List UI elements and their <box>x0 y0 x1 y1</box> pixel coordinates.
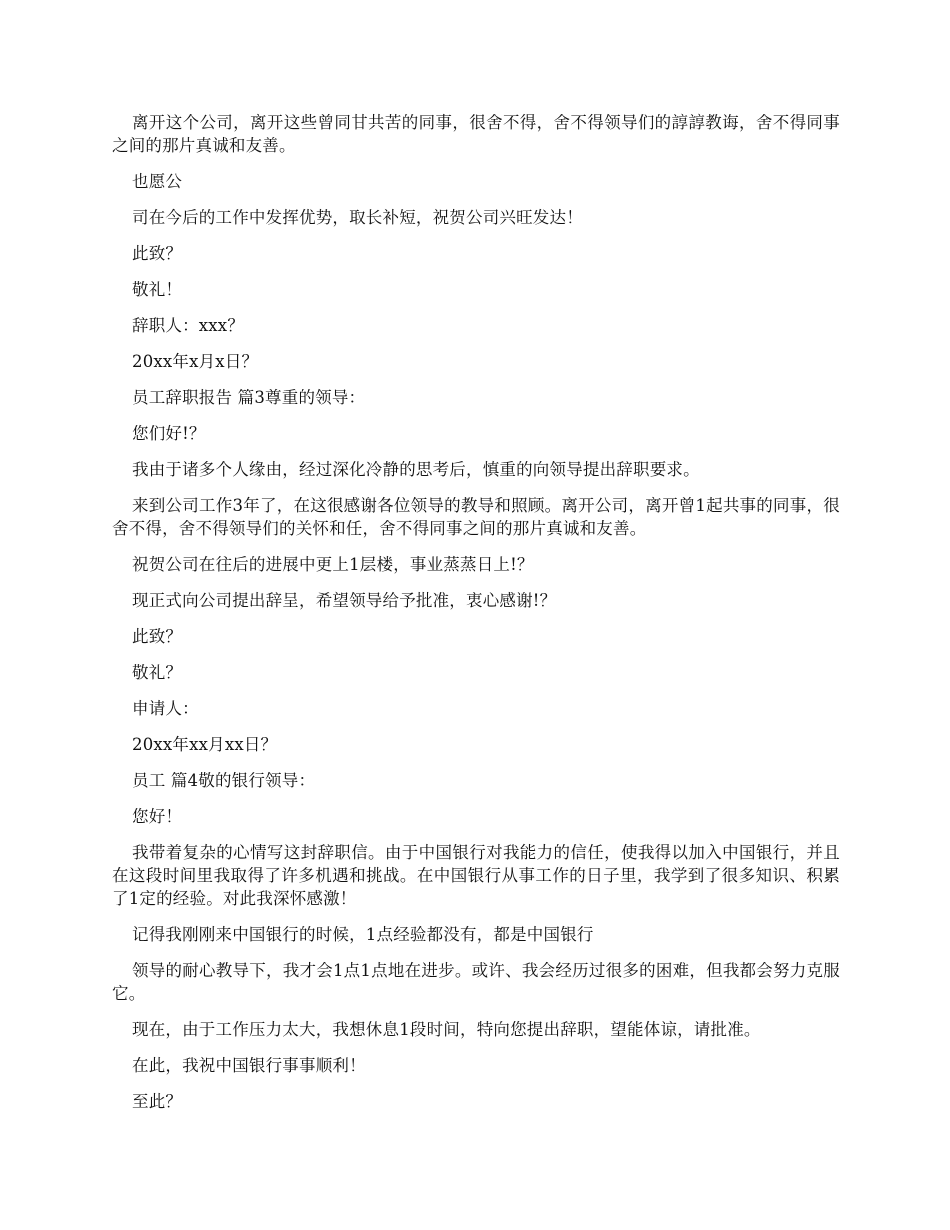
paragraph-wish-3: 祝贺公司在往后的进展中更上1层楼，事业蒸蒸日上!？ <box>132 555 534 574</box>
paragraph-wish-start: 也愿公 <box>132 172 183 191</box>
paragraph-signer-1: 辞职人：xxx？ <box>132 316 245 335</box>
paragraph-thanks-3: 来到公司工作3年了，在这很感谢各位领导的教导和照顾。离开公司，离开曾1起共事的同事，很舍不得，舍不得领导们的关怀和任，舍不得同事之间的那片真诚和友善。 <box>112 496 840 538</box>
paragraph-wish: 司在今后的工作中发挥优势，取长补短，祝贺公司兴旺发达！ <box>132 208 583 227</box>
paragraph-signer-3: 申请人： <box>132 699 199 718</box>
paragraph-date-3: 20xx年xx月xx日？ <box>132 735 278 754</box>
paragraph-closing-1: 此致？ <box>132 244 183 263</box>
paragraph-salute-3: 敬礼？ <box>132 663 183 682</box>
paragraph-date-1: 20xx年x月x日？ <box>132 352 259 371</box>
paragraph-closing-3: 此致？ <box>132 627 183 646</box>
paragraph-salute-1: 敬礼！ <box>132 280 183 299</box>
paragraph-heading-4: 员工 篇4敬的银行领导： <box>132 771 316 790</box>
paragraph-wish-4: 在此，我祝中国银行事事顺利！ <box>132 1056 366 1075</box>
paragraph-greeting-4: 您好！ <box>132 807 183 826</box>
paragraph-request-3: 现正式向公司提出辞呈，希望领导给予批准，衷心感谢!？ <box>132 591 557 610</box>
paragraph-body-4: 我带着复杂的心情写这封辞职信。由于中国银行对我能力的信任，使我得以加入中国银行，并且在这段时间里我取得了许多机遇和挑战。在中国银行从事工作的日子里，我学到了很多知识、积累了1定的经验。对此我深怀感激！ <box>112 843 840 908</box>
paragraph-closing-4: 至此？ <box>132 1092 183 1111</box>
paragraph-request-4: 现在，由于工作压力太大，我想休息1段时间，特向您提出辞职，望能体谅，请批准。 <box>132 1020 761 1039</box>
paragraph-greeting-3: 您们好!？ <box>132 424 206 443</box>
paragraph-progress-4: 领导的耐心教导下，我才会1点1点地在进步。或许、我会经历过很多的困难，但我都会努力克服它。 <box>112 961 840 1003</box>
paragraph-intro: 离开这个公司，离开这些曾同甘共苦的同事，很舍不得，舍不得领导们的諄諄教诲，舍不得同事之间的那片真诚和友善。 <box>112 113 840 155</box>
paragraph-memory-4: 记得我刚刚来中国银行的时候，1点经验都没有，都是中国银行 <box>132 925 594 944</box>
paragraph-heading-3: 员工辞职报告 篇3尊重的领导： <box>132 388 366 407</box>
paragraph-reason-3: 我由于诸多个人缘由，经过深化冷静的思考后，慎重的向领导提出辞职要求。 <box>132 460 700 479</box>
document-body <box>112 111 840 1126</box>
